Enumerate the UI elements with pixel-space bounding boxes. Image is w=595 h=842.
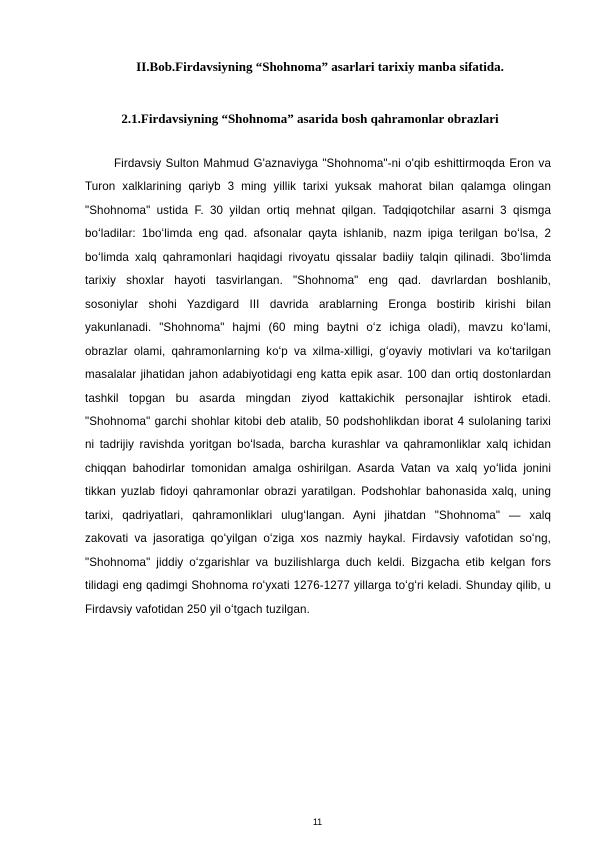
body-paragraph: Firdavsiy Sulton Mahmud G'aznaviyga "Shohnoma"-ni o'qib eshittirmoqda Eron va Turon xalklarining qariyb 3 ming yillik tarixi yuksak mahorat bilan qalamga olingan "Shohnoma" ustida F. 30 yildan ortiq mehnat qilgan. Tadqiqotchilar asarni 3 qismga boʻladilar: 1boʻlimda eng qad. afsonalar qayta ishlanib, nazm ipiga terilgan boʻlsa, 2 boʻlimda xalq qahramonlari haqidagi rivoyatu qissalar badiiy talqin qilinadi. 3boʻlimda tarixiy shoxlar hayoti tasvirlangan. "Shohnoma" eng qad. davrlardan boshlanib, sosoniylar shohi Yazdigard III davrida arablarning Eronga bostirib kirishi bilan yakunlanadi. "Shohnoma" hajmi (60 ming baytni oʻz ichiga oladi), mavzu koʻlami, obrazlar olami, qahramonlarning koʻp va xilma-xilligi, gʻoyaviy motivlari va koʻtarilgan masalalar jihatidan jahon adabiyotidagi eng katta epik asar. 100 dan ortiq dostonlardan tashkil topgan bu asarda mingdan ziyod kattakichik personajlar ishtirok etadi. "Shohnoma" garchi shohlar kitobi deb atalib, 50 podshohlikdan iborat 4 sulolaning tarixi ni tadrijiy ravishda yoritgan boʻlsada, barcha kurashlar va qahramonliklar xalq ichidan chiqqan bahodirlar tomonidan amalga oshirilgan. Asarda Vatan va xalq yoʻlida jonini tikkan yuzlab fidoyi qahramonlar obrazi yaratilgan. Podshohlar bahonasida xalq, uning tarixi, qadriyatlari, qahramonliklari ulugʻlangan. Ayni jihatdan "Shohnoma" — xalq zakovati va jasoratiga qoʻyilgan oʻziga xos nazmiy haykal. Firdavsiy vafotidan soʻng, "Shohnoma" jiddiy oʻzgarishlar va buzilishlarga duch keldi. Bizgacha etib kelgan fors tilidagi eng qadimgi Shohnoma roʻyxati 1276-1277 yillarga toʻgʻri keladi. Shunday qilib, u Firdavsiy vafotidan 250 yil oʻtgach tuzilgan.: [85, 157, 551, 616]
chapter-title: II.Bob.Firdavsiyning “Shohnoma” asarlari tarixiy manba sifatida.: [136, 59, 504, 74]
section-title: 2.1.Firdavsiyning “Shohnoma” asarida bosh qahramonlar obrazlari: [121, 111, 499, 126]
page-number: 11: [312, 817, 323, 827]
